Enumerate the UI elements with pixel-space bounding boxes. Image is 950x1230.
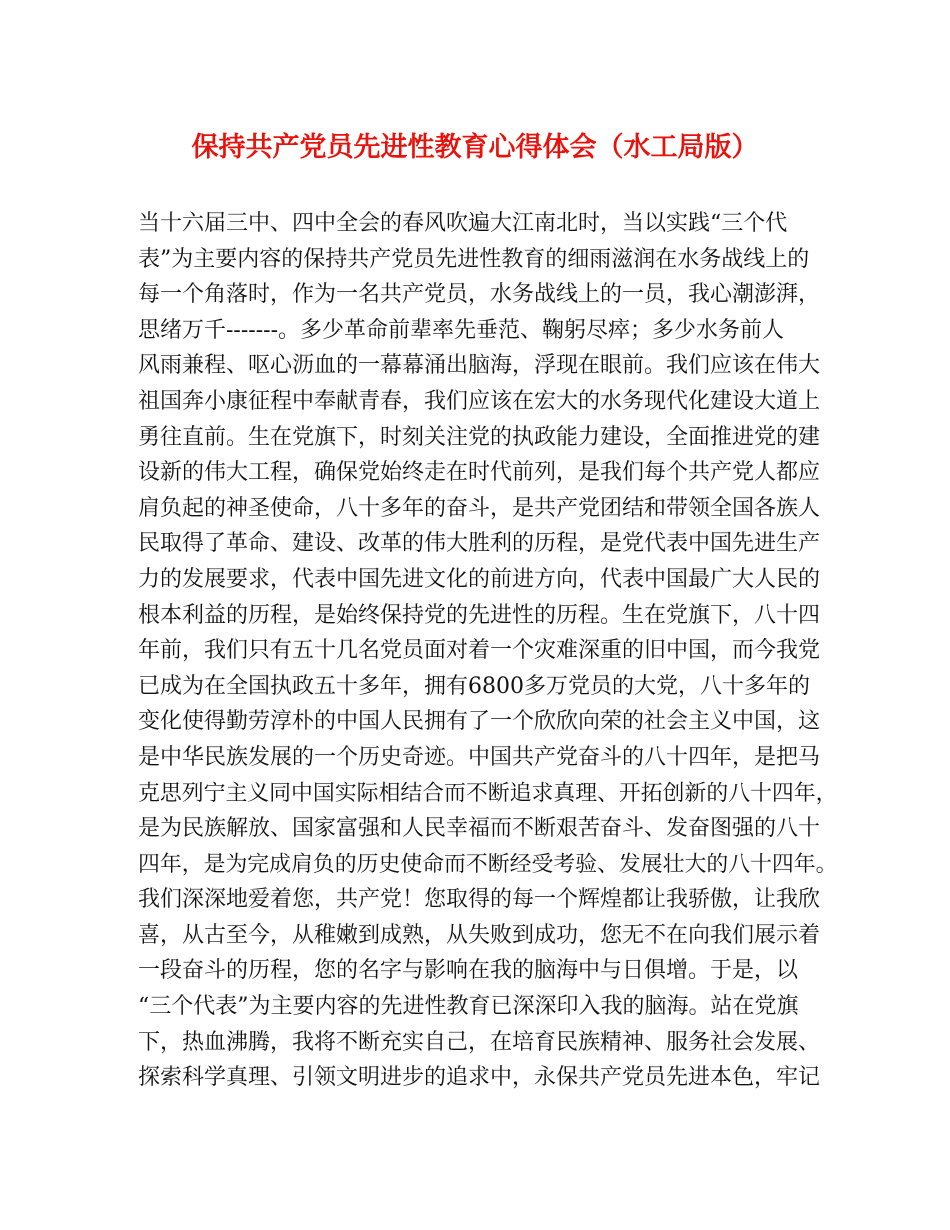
body-line: 力的发展要求，代表中国先进文化的前进方向，代表中国最广大人民的 (138, 566, 821, 592)
body-line: 一段奋斗的历程，您的名字与影响在我的脑海中与日俱增。于是，以 (138, 958, 799, 984)
body-line: 四年，是为完成肩负的历史使命而不断经受考验、发展壮大的八十四年。 (138, 851, 838, 877)
body-line: 勇往直前。生在党旗下，时刻关注党的执政能力建设，全面推进党的建 (138, 424, 821, 450)
body-line: 克思列宁主义同中国实际相结合而不断追求真理、开拓创新的八十四年， (138, 780, 838, 806)
body-line: 变化使得勤劳淳朴的中国人民拥有了一个欣欣向荣的社会主义中国，这 (138, 709, 821, 735)
body-line: “三个代表”为主要内容的先进性教育已深深印入我的脑海。站在党旗 (138, 994, 799, 1020)
body-line: 风雨兼程、呕心沥血的一幕幕涌出脑海，浮现在眼前。我们应该在伟大 (138, 353, 821, 379)
body-line: 每一个角落时，作为一名共产党员，水务战线上的一员，我心潮澎湃， (138, 282, 821, 308)
body-line: 当十六届三中、四中全会的春风吹遍大江南北时，当以实践“三个代 (138, 211, 788, 236)
body-line: 年前，我们只有五十几名党员面对着一个灾难深重的旧中国，而今我党 (138, 638, 821, 664)
body-line: 民取得了革命、建设、改革的伟大胜利的历程，是党代表中国先进生产 (138, 531, 821, 557)
body-line: 喜，从古至今，从稚嫩到成熟，从失败到成功，您无不在向我们展示着 (138, 922, 821, 948)
body-line: 已成为在全国执政五十多年，拥有6800多万党员的大党，八十多年的 (138, 673, 810, 699)
body-line: 根本利益的历程，是始终保持党的先进性的历程。生在党旗下，八十四 (138, 602, 821, 628)
body-line: 肩负起的神圣使命，八十多年的奋斗，是共产党团结和带领全国各族人 (138, 495, 821, 521)
body-line: 是为民族解放、国家富强和人民幸福而不断艰苦奋斗、发奋图强的八十 (138, 816, 821, 842)
body-line: 下，热血沸腾，我将不断充实自己，在培育民族精神、服务社会发展、 (138, 1029, 821, 1055)
body-line: 是中华民族发展的一个历史奇迹。中国共产党奋斗的八十四年，是把马 (138, 744, 821, 770)
body-line: 祖国奔小康征程中奉献青春，我们应该在宏大的水务现代化建设大道上 (138, 388, 821, 414)
document-title: 保持共产党员先进性教育心得体会（水工局版） (191, 132, 759, 163)
body-line: 思绪万千-------。多少革命前辈率先垂范、鞠躬尽瘁；多少水务前人 (138, 317, 785, 343)
body-line: 我们深深地爱着您，共产党！您取得的每一个辉煌都让我骄傲，让我欣 (138, 887, 821, 913)
document-body (138, 206, 838, 1096)
body-line: 探索科学真理、引领文明进步的追求中，永保共产党员先进本色，牢记 (138, 1065, 821, 1091)
body-line: 表”为主要内容的保持共产党员先进性教育的细雨滋润在水务战线上的 (138, 246, 810, 272)
body-line: 设新的伟大工程，确保党始终走在时代前列，是我们每个共产党人都应 (138, 460, 821, 486)
